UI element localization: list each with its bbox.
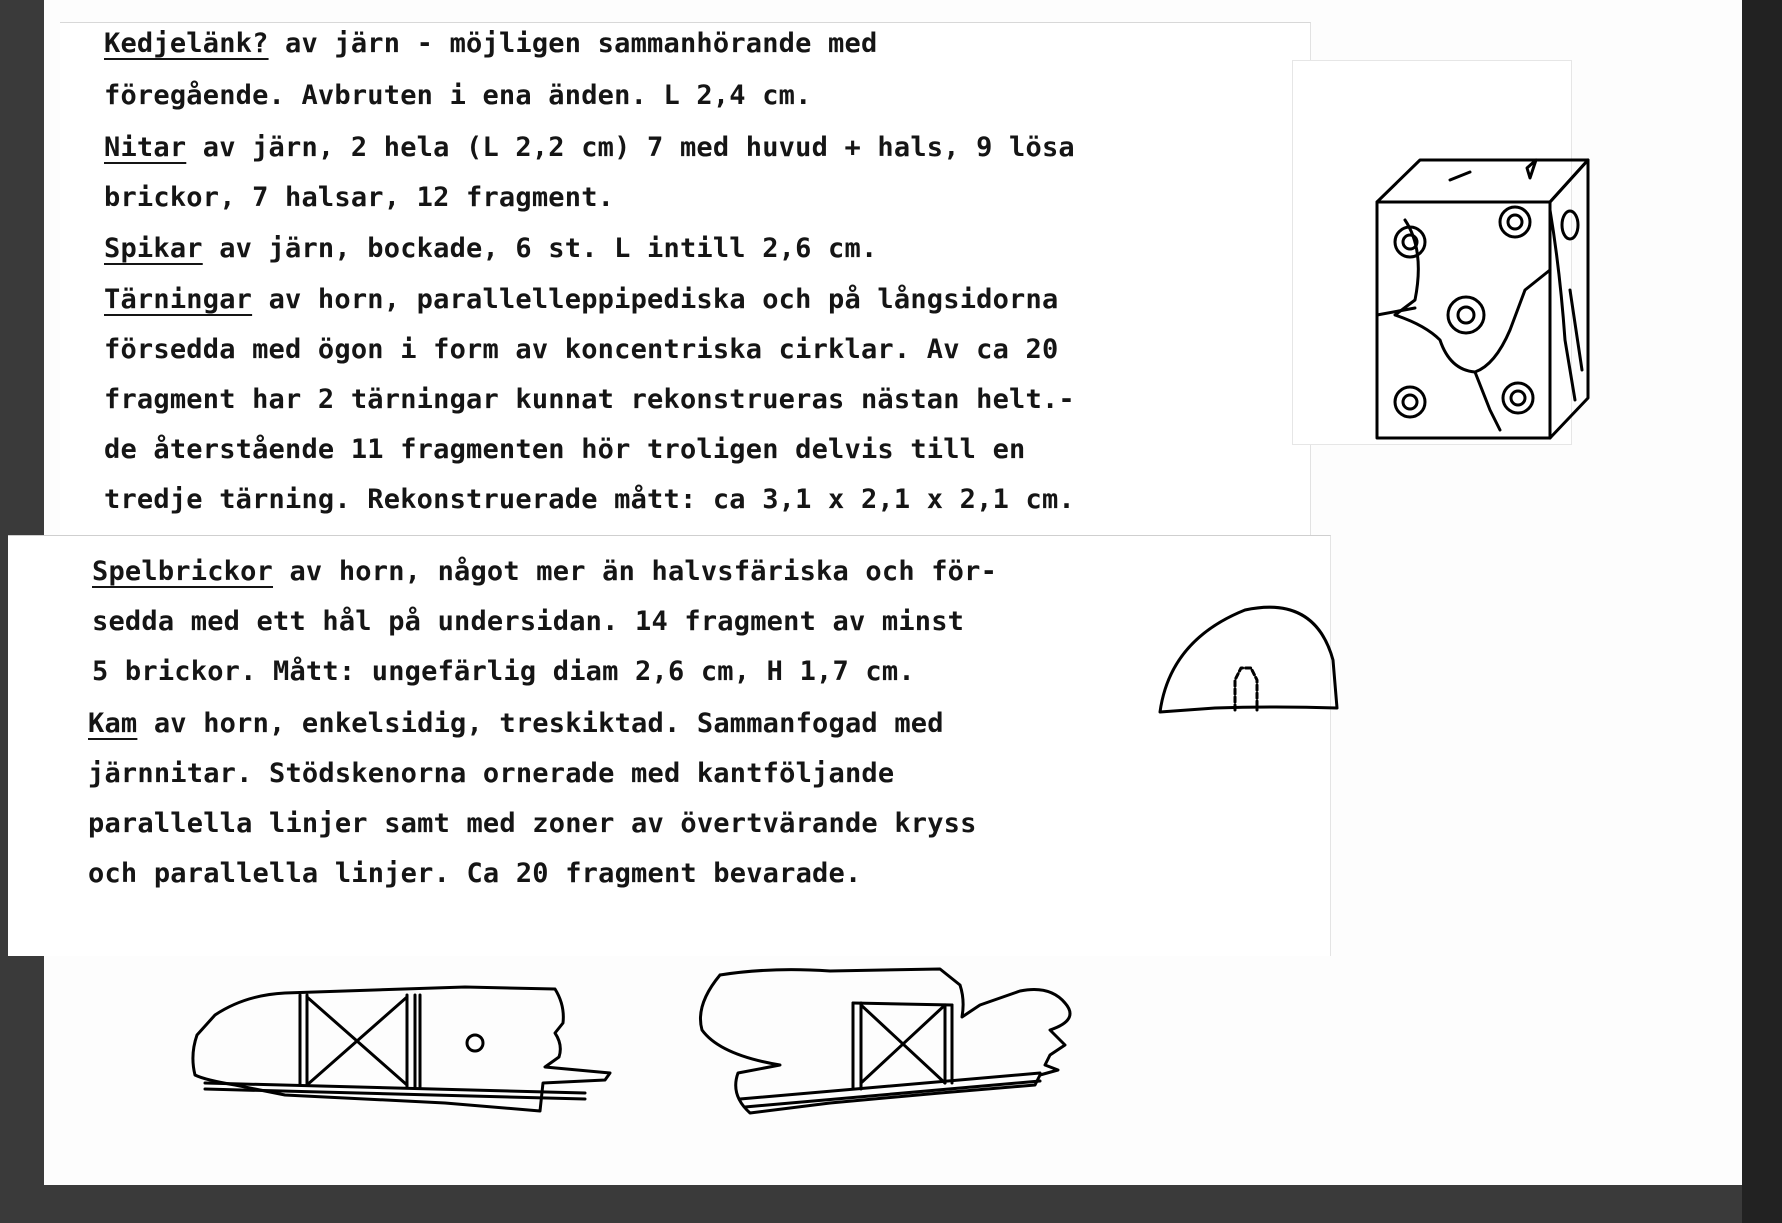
entry-term-nitar: Nitar [104, 132, 187, 163]
text-line [104, 284, 1058, 316]
text-line: parallella linjer samt med zoner av övertvärande kryss [88, 808, 977, 839]
text-line: och parallella linjer. Ca 20 fragment bevarade. [88, 858, 862, 889]
die-drawing [1370, 150, 1600, 450]
text-line: försedda med ögon i form av koncentriska cirklar. Av ca 20 [104, 334, 1059, 365]
entry-text: av järn - möjligen sammanhörande med [268, 28, 878, 59]
entry-text: av järn, bockade, 6 st. L intill 2,6 cm. [202, 233, 878, 264]
text-line: tredje tärning. Rekonstruerade mått: ca 3,1 x 2,1 x 2,1 cm. [104, 484, 1075, 515]
entry-term-kam: Kam [88, 708, 138, 739]
text-line [104, 132, 1075, 164]
text-line: sedda med ett hål på undersidan. 14 fragment av minst [92, 606, 965, 637]
text-line: de återstående 11 fragmenten hör troligen delvis till en [104, 434, 1026, 465]
text-line [88, 708, 944, 740]
entry-term-spikar: Spikar [104, 233, 203, 264]
text-line: järnnitar. Stödskenorna ornerade med kantföljande [88, 758, 895, 789]
text-line: 5 brickor. Mått: ungefärlig diam 2,6 cm, H 1,7 cm. [92, 656, 915, 687]
comb-fragment-drawing [680, 965, 1100, 1115]
entry-term-tarningar: Tärningar [104, 284, 253, 315]
text-line [92, 556, 997, 588]
entry-text: av horn, något mer än halvsfäriska och för- [273, 556, 998, 587]
entry-term-kedjelank: Kedjelänk? [104, 28, 269, 59]
card-edge-shadow [1742, 0, 1782, 1223]
entry-text: av horn, enkelsidig, treskiktad. Sammanfogad med [137, 708, 944, 739]
text-line: fragment har 2 tärningar kunnat rekonstrueras nästan helt.- [104, 384, 1075, 415]
text-line: föregående. Avbruten i ena änden. L 2,4 cm. [104, 80, 812, 111]
text-line: brickor, 7 halsar, 12 fragment. [104, 182, 615, 213]
entry-text: av horn, parallelleppipediska och på långsidorna [252, 284, 1059, 315]
text-line [104, 233, 877, 265]
entry-term-spelbrickor: Spelbrickor [92, 556, 274, 587]
comb-fragment-drawing [185, 975, 615, 1125]
text-line [104, 28, 877, 60]
entry-text: av järn, 2 hela (L 2,2 cm) 7 med huvud + hals, 9 lösa [186, 132, 1075, 163]
pasted-text-slip-lower [8, 535, 1331, 956]
game-piece-drawing [1155, 600, 1345, 715]
